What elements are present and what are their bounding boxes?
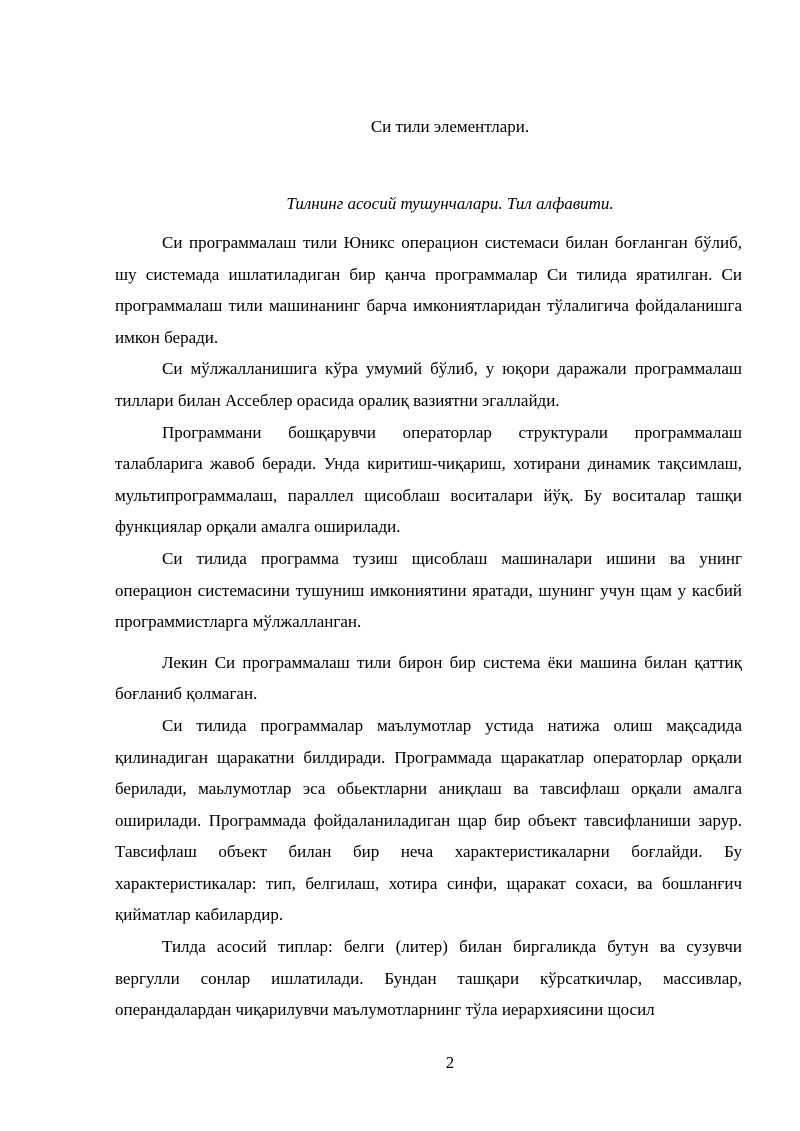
paragraph: Си тилида программалар маълумотлар устида натижа олиш мақсадида қилинадиган щаракатни билдиради. Программада щаракатлар операторлар орқали берилади, маьлумотлар эса обьектларни аниқлаш ва тавсифлаш орқали амалга оширилади. Программада фойдаланиладиган щар бир объект тавсифланиши зарур. Тавсифлаш объект билан бир неча характеристикаларни боғлайди. Бу характеристикалар: тип, белгилаш, хотира синфи, щаракат сохаси, ва бошланғич қийматлар кабилардир. (115, 715, 742, 925)
paragraph: Лекин Си программалаш тили бирон бир система ёки машина билан қаттиқ боғланиб қолмаган. (115, 652, 742, 704)
paragraph: Си тилида программа тузиш щисоблаш машиналари ишини ва унинг операцион системасини тушуниш имкониятини яратади, шунинг учун щам у касбий программистларга мўлжалланган. (115, 548, 742, 632)
document-title: Си тили элементлари. (370, 117, 530, 136)
page-number: 2 (445, 1053, 455, 1072)
paragraph: Си мўлжалланишига кўра умумий бўлиб, у юқори даражали программалаш тиллари билан Ассеблер орасида оралиқ вазиятни эгаллайди. (115, 359, 742, 410)
paragraph: Си программалаш тили Юникс операцион системаси билан боғланган бўлиб, шу системада ишлатиладиган бир қанча программалар Си тилида яратилган. Си программалаш тили машинанинг барча имкониятларидан тўлалигича фойдаланишга имкон беради. (115, 233, 742, 347)
paragraph: Программани бошқарувчи операторлар структурали программалаш талабларига жавоб беради. Унда киритиш-чиқариш, хотирани динамик тақсимлаш, мультипрограммалаш, параллел щисоблаш воситалари йўқ. Бу воситалар ташқи функциялар орқали амалга оширилади. (115, 422, 742, 537)
body-text (115, 227, 742, 1026)
section-subtitle: Тилнинг асосий тушунчалари. Тил алфавити. (286, 194, 614, 213)
paragraph: Тилда асосий типлар: белги (литер) билан биргаликда бутун ва сузувчи вергулли сонлар ишлатилади. Бундан ташқари кўрсаткичлар, массивлар, операндалардан чиқарилувчи маълумотларнинг тўла иерархиясини щосил (115, 937, 742, 1020)
